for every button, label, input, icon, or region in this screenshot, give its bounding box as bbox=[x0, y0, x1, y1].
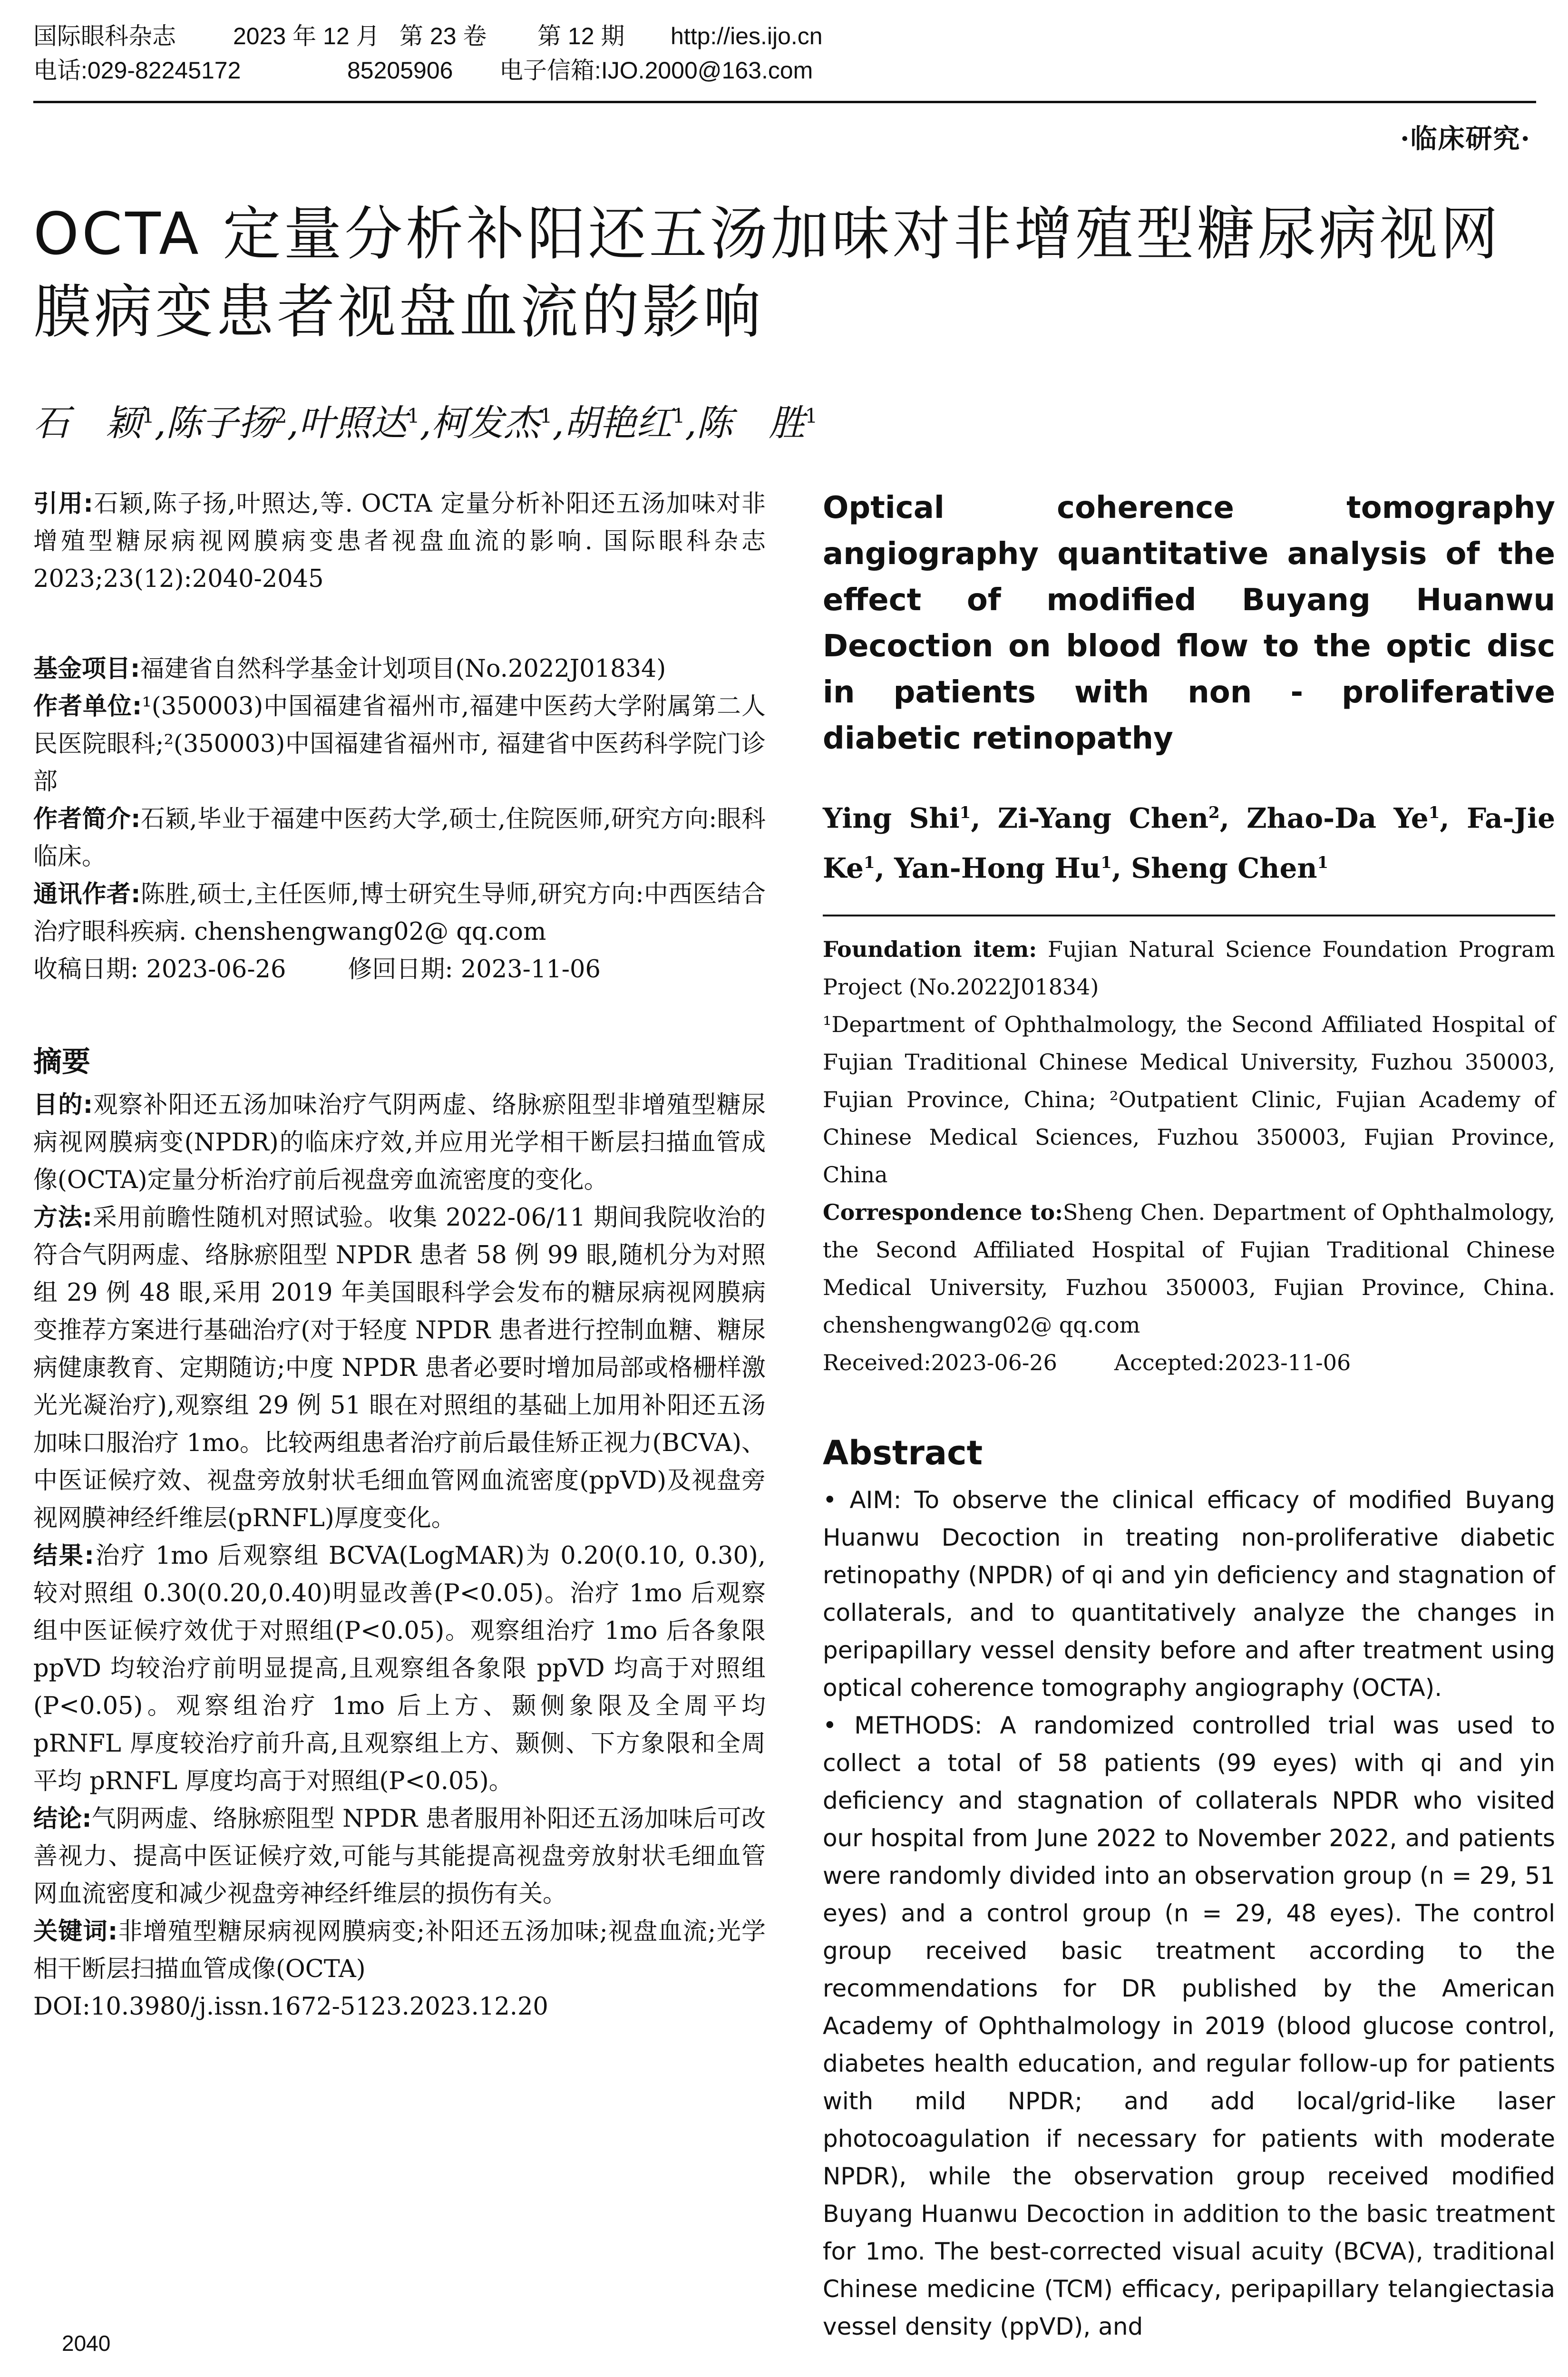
correspondence-en: Correspondence to:Sheng Chen. Department of Ophthalmology, the Second Affiliated Hospital of Fujian Traditional Chinese Medical University, Fuzhou 350003, Fujian Province, China. chenshengwang02@ qq.com bbox=[823, 1199, 1555, 1338]
author-en-2: Zhao-Da Ye bbox=[1247, 802, 1429, 835]
author-cn-aff-5: 1 bbox=[805, 404, 818, 428]
received-en: Received:2023-06-26 bbox=[823, 1349, 1057, 1375]
section-tag: ·临床研究· bbox=[1400, 123, 1531, 155]
author-en-aff-0: 1 bbox=[959, 803, 971, 822]
author-cn-aff-0: 1 bbox=[142, 404, 155, 428]
author-en-5: Sheng Chen bbox=[1131, 852, 1317, 885]
article-title: OCTA 定量分析补阳还五汤加味对非增殖型糖尿病视网膜病变患者视盘血流的影响 bbox=[33, 200, 1501, 346]
doi[interactable]: DOI:10.3980/j.issn.1672-5123.2023.12.20 bbox=[33, 1993, 548, 2021]
authors-cn: 石 颖$^1$,陈子扬$^2$,叶照达$^1$,柯发杰$^1$,胡艳红$^1$,陈 胜$^1$ bbox=[33, 401, 818, 444]
en-metadata bbox=[823, 931, 1555, 1382]
author-en-0: Ying Shi bbox=[823, 802, 960, 835]
author-cn-aff-1: 2 bbox=[274, 404, 287, 428]
author-en-aff-1: 2 bbox=[1208, 803, 1220, 822]
header-rule bbox=[33, 101, 1536, 103]
author-en-aff-2: 1 bbox=[1428, 803, 1440, 822]
phone: 电话:029-82245172 bbox=[33, 57, 241, 84]
author-en-aff-3: 1 bbox=[864, 853, 875, 873]
author-cn-aff-2: 1 bbox=[407, 404, 420, 428]
phone-2: 85205906 bbox=[347, 57, 453, 84]
abstract-aim-en: • AIM: To observe the clinical efficacy of modified Buyang Huanwu Decoction in treating non-proliferative diabetic retinopathy (NPDR) of qi and yin deficiency and stagnation of collaterals, and to quantitatively analyze the changes in peripapillary vessel density before and after treatment using optical coherence tomography angiography (OCTA). bbox=[823, 1486, 1555, 1702]
author-cn-1: 陈子扬 bbox=[166, 401, 274, 444]
dates-cn bbox=[33, 951, 766, 988]
received-cn: 收稿日期: 2023-06-26 bbox=[33, 955, 286, 984]
author-en-aff-5: 1 bbox=[1317, 853, 1329, 873]
english-title: Optical coherence tomography angiography quantitative analysis of the effect of modified Buyang Huanwu Decoction on blood flow to the optic disc in patients with non - proliferative diabetic retinopathy bbox=[823, 490, 1555, 756]
left-column bbox=[33, 485, 766, 2026]
corresponding-author: 通讯作者:陈胜,硕士,主任医师,博士研究生导师,研究方向:中西医结合治疗眼科疾病. chenshengwang02@ qq.com bbox=[33, 880, 766, 946]
keywords-cn: 关键词:非增殖型糖尿病视网膜病变;补阳还五汤加味;视盘血流;光学相干断层扫描血管成像(OCTA) bbox=[33, 1918, 766, 1983]
abstract-methods-cn: 方法:采用前瞻性随机对照试验。收集 2022-06/11 期间我院收治的符合气阴两虚、络脉瘀阻型 NPDR 患者 58 例 99 眼,随机分为对照组 29 例 48 眼,采用 2019 年美国眼科学会发布的糖尿病视网膜病变推荐方案进行基础治疗(对于轻度 NPDR 患者进行控制血糖、糖尿病健康教育、定期随访;中度 NPDR 患者必要时增加局部或格栅样激光光凝治疗),观察组 29 例 51 眼在对照组的基础上加用补阳还五汤加味口服治疗 1mo。比较两组患者治疗前后最佳矫正视力(BCVA)、中医证候疗效、视盘旁放射状毛细血管网血流密度(ppVD)及视盘旁视网膜神经纤维层(pRNFL)厚度变化。 bbox=[33, 1204, 766, 1532]
author-bio: 作者简介:石颖,毕业于福建中医药大学,硕士,住院医师,研究方向:眼科临床。 bbox=[33, 805, 766, 871]
journal-name: 国际眼科杂志 bbox=[33, 23, 176, 49]
revised-cn: 修回日期: 2023-11-06 bbox=[348, 955, 601, 984]
abstract-conclusion-cn: 结论:气阴两虚、络脉瘀阻型 NPDR 患者服用补阳还五汤加味后可改善视力、提高中医证候疗效,可能与其能提高视盘旁放射状毛细血管网血流密度和减少视盘旁神经纤维层的损伤有关。 bbox=[33, 1805, 766, 1908]
foundation-item: Foundation item: Fujian Natural Science Foundation Program Project (No.2022J01834) bbox=[823, 936, 1555, 1000]
author-cn-4: 胡艳红 bbox=[564, 401, 672, 444]
author-cn-2: 叶照达 bbox=[298, 401, 407, 444]
abstract-methods-en: • METHODS: A randomized controlled trial was used to collect a total of 58 patients (99 eyes) with qi and yin deficiency and stagnation of collaterals NPDR who visited our hospital from June 2022 to November 2022, and patients were randomly divided into an observation group (n = 29, 51 eyes) and a control group (n = 29, 48 eyes). The control group received basic treatment according to the recommendations for DR published by the American Academy of Ophthalmology in 2019 (blood glucose control, diabetes health education, and regular follow-up for patients with mild NPDR; and add local/grid-like laser photocoagulation if necessary for patients with moderate NPDR), while the observation group received modified Buyang Huanwu Decoction in addition to the basic treatment for 1mo. The best-corrected visual acuity (BCVA), traditional Chinese medicine (TCM) efficacy, peripapillary telangiectasia vessel density (ppVD), and bbox=[823, 1711, 1555, 2340]
abstract-heading-cn: 摘要 bbox=[33, 1045, 90, 1079]
author-cn-aff-3: 1 bbox=[539, 404, 553, 428]
right-column bbox=[823, 485, 1555, 2346]
page-number: 2040 bbox=[62, 2331, 111, 2356]
fund: 基金项目:福建省自然科学基金计划项目(No.2022J01834) bbox=[33, 655, 666, 683]
author-en-4: Yan-Hong Hu bbox=[894, 852, 1101, 885]
author-en-aff-4: 1 bbox=[1101, 853, 1112, 873]
author-cn-aff-4: 1 bbox=[672, 404, 685, 428]
volume: 第 23 卷 bbox=[399, 23, 487, 49]
author-units: 作者单位:¹(350003)中国福建省福州市,福建中医药大学附属第二人民医院眼科;²(350003)中国福建省福州市, 福建省中医药科学院门诊部 bbox=[33, 692, 766, 796]
author-cn-0: 石 颖 bbox=[33, 401, 142, 444]
issue: 第 12 期 bbox=[537, 23, 625, 49]
journal-email[interactable]: 电子信箱:IJO.2000@163.com bbox=[499, 57, 813, 84]
abstract-aim-cn: 目的:观察补阳还五汤加味治疗气阴两虚、络脉瘀阻型非增殖型糖尿病视网膜病变(NPDR)的临床疗效,并应用光学相干断层扫描血管成像(OCTA)定量分析治疗前后视盘旁血流密度的变化。 bbox=[33, 1091, 766, 1194]
author-en-1: Zi-Yang Chen bbox=[997, 802, 1209, 835]
author-cn-3: 柯发杰 bbox=[431, 401, 540, 444]
right-rule bbox=[823, 915, 1555, 916]
abstract-heading-en: Abstract bbox=[823, 1433, 983, 1472]
journal-url[interactable]: http://ies.ijo.cn bbox=[671, 23, 823, 49]
abstract-results-cn: 结果:治疗 1mo 后观察组 BCVA(LogMAR)为 0.20(0.10, 0.30),较对照组 0.30(0.20,0.40)明显改善(P<0.05)。治疗 1mo 后观察组中医证候疗效优于对照组(P<0.05)。观察组治疗 1mo 后各象限 ppVD 均较治疗前明显提高,且观察组各象限 ppVD 均高于对照组(P<0.05)。观察组治疗 1mo 后上方、颞侧象限及全周平均 pRNFL 厚度较治疗前升高,且观察组上方、颞侧、下方象限和全周平均 pRNFL 厚度均高于对照组(P<0.05)。 bbox=[33, 1542, 766, 1795]
author-en-3: Fa-Jie Ke bbox=[823, 802, 1556, 885]
issue-date: 2023 年 12 月 bbox=[233, 23, 380, 49]
header-line-1 bbox=[33, 19, 1531, 53]
author-cn-5: 陈 胜 bbox=[696, 401, 805, 444]
dates-en bbox=[823, 1344, 1555, 1382]
running-header bbox=[33, 19, 1531, 88]
affiliations-en: ¹Department of Ophthalmology, the Second Affiliated Hospital of Fujian Traditional Chinese Medical University, Fuzhou 350003, Fujian Province, China; ²Outpatient Clinic, Fujian Academy of Chinese Medical Sciences, Fuzhou 350003, Fujian Province, China bbox=[823, 1011, 1555, 1188]
header-line-2 bbox=[33, 53, 1531, 88]
citation: 引用:石颖,陈子扬,叶照达,等. OCTA 定量分析补阳还五汤加味对非增殖型糖尿病视网膜病变患者视盘血流的影响. 国际眼科杂志 2023;23(12):2040-2045 bbox=[33, 490, 766, 593]
authors-en: Ying Shi$^1$, Zi-Yang Chen$^2$, Zhao-Da Ye$^1$, Fa-Jie Ke$^1$, Yan-Hong Hu$^1$, Sheng Chen$^1$ bbox=[823, 802, 1556, 885]
accepted-en: Accepted:2023-11-06 bbox=[1114, 1349, 1351, 1375]
